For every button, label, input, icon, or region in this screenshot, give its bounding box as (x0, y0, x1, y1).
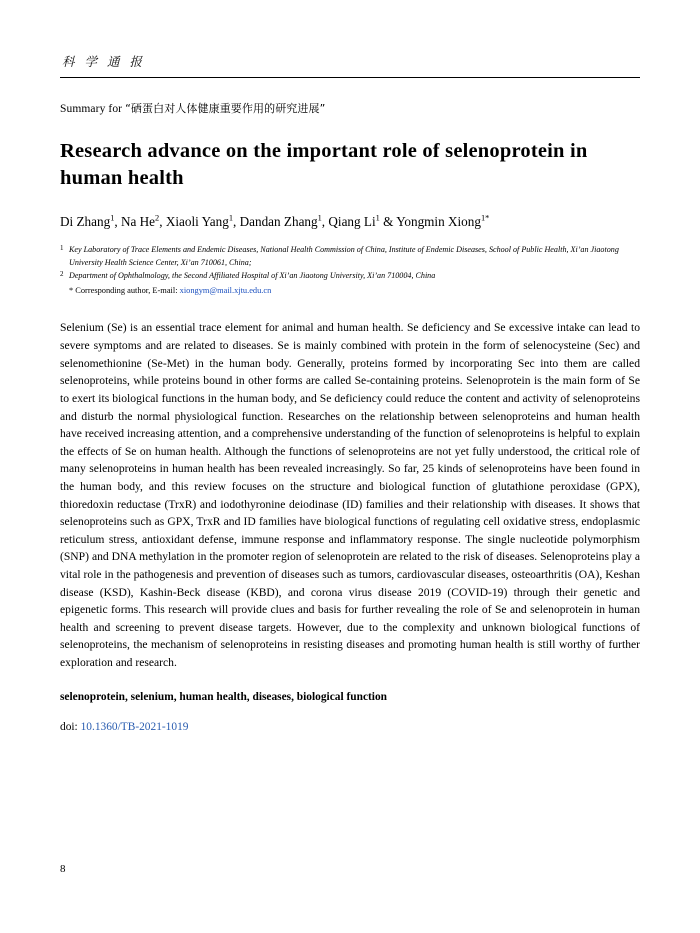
page-number: 8 (60, 863, 66, 875)
journal-logo: 科 学 通 报 (62, 54, 145, 69)
corresponding-label: * Corresponding author, E-mail: (69, 285, 180, 295)
affiliation-marker: 2 (60, 269, 64, 278)
masthead-divider (60, 77, 640, 78)
affiliation-item (60, 270, 640, 282)
corresponding-email-link[interactable]: xiongym@mail.xjtu.edu.cn (179, 285, 272, 295)
page-title: Research advance on the important role of selenoprotein in human health (60, 140, 588, 189)
affiliation-list (60, 244, 640, 297)
doi-label: doi: (60, 720, 81, 733)
doi-link[interactable]: 10.1360/TB-2021-1019 (80, 720, 189, 733)
affiliation-text: Key Laboratory of Trace Elements and Endemic Diseases, National Health Commission of China, Institute of Endemic Diseases, School of Public Health, Xi’an Jiaotong University Health Science Center, Xi’an 710061, China; (69, 245, 619, 267)
summary-chinese-title: “硒蛋白对人体健康重要作用的研究进展” (125, 102, 326, 115)
abstract-text: Selenium (Se) is an essential trace element for animal and human health. Se deficiency and Se excessive intake can lead to severe symptoms and are related to diseases. Se is mainly combined with protein in the form of selenocysteine (Sec) and selenomethionine (Se-Met) in the human body. Generally, proteins formed by incorporating Sec into them are called selenoproteins, while proteins bound in other forms are called Se-containing proteins. Selenoprotein is the main form of Se to exert its biological functions in the human body, and Se deficiency could reduce the content and activity of selenoproteins and disturb the normal physiological function. Researches on the relationship between selenoproteins and human health have received increasing attention, and a comprehensive understanding of the function of selenoproteins is helpful to explain the effects of Se on human health. Although the functions of selenoproteins are not yet fully understood, the critical role of many selenoproteins in human health has been revealed increasingly. So far, 25 kinds of selenoproteins have been found in the human body, and this review focuses on the structure and biological function of glutathione peroxidase (GPX), thioredoxin reductase (TrxR) and iodothyronine deiodinase (ID) families and their relationship with diseases. It shows that selenoproteins such as GPX, TrxR and ID families have biological functions of regulating cell oxidative stress, endoplasmic reticulum stress, antioxidant defense, immune response and inflammatory response. The single nucleotide polymorphism (SNP) and DNA methylation in the promoter region of selenoprotein are related to the risk of diseases. Selenoproteins play a vital role in the pathogenesis and prevention of diseases such as tumors, cardiovascular diseases, osteoarthritis (OA), Keshan disease (KSD), Kashin-Beck disease (KBD), and corona virus disease 2019 (COVID-19) through their genetic and epigenetic forms. This research will provide clues and basis for further revealing the role of Se and selenoprotein in human health and screening to prevent disease targets. However, due to the complexity and unknown biological functions of selenoproteins, the mechanism of selenoproteins in resisting diseases and promoting human health is still worthy of further exploration and research. (60, 321, 640, 670)
affiliation-marker: 1 (60, 244, 64, 253)
doi-line (60, 721, 640, 733)
affiliation-text: Department of Ophthalmology, the Second Affiliated Hospital of Xi’an Jiaotong University, Xi’an 710004, China (69, 270, 436, 280)
corresponding-author-line (60, 285, 640, 298)
summary-for-line (60, 100, 640, 116)
keywords-line: selenoprotein, selenium, human health, diseases, biological function (60, 690, 387, 703)
affiliation-item (60, 244, 640, 268)
author-list: Di Zhang$^1$, Na He$^2$, Xiaoli Yang$^1$, Dandan Zhang$^1$, Qiang Li$^1$ & Yongmin Xiong$^{1*}$ (60, 213, 490, 230)
journal-masthead (60, 52, 640, 86)
summary-prefix: Summary for (60, 103, 126, 115)
